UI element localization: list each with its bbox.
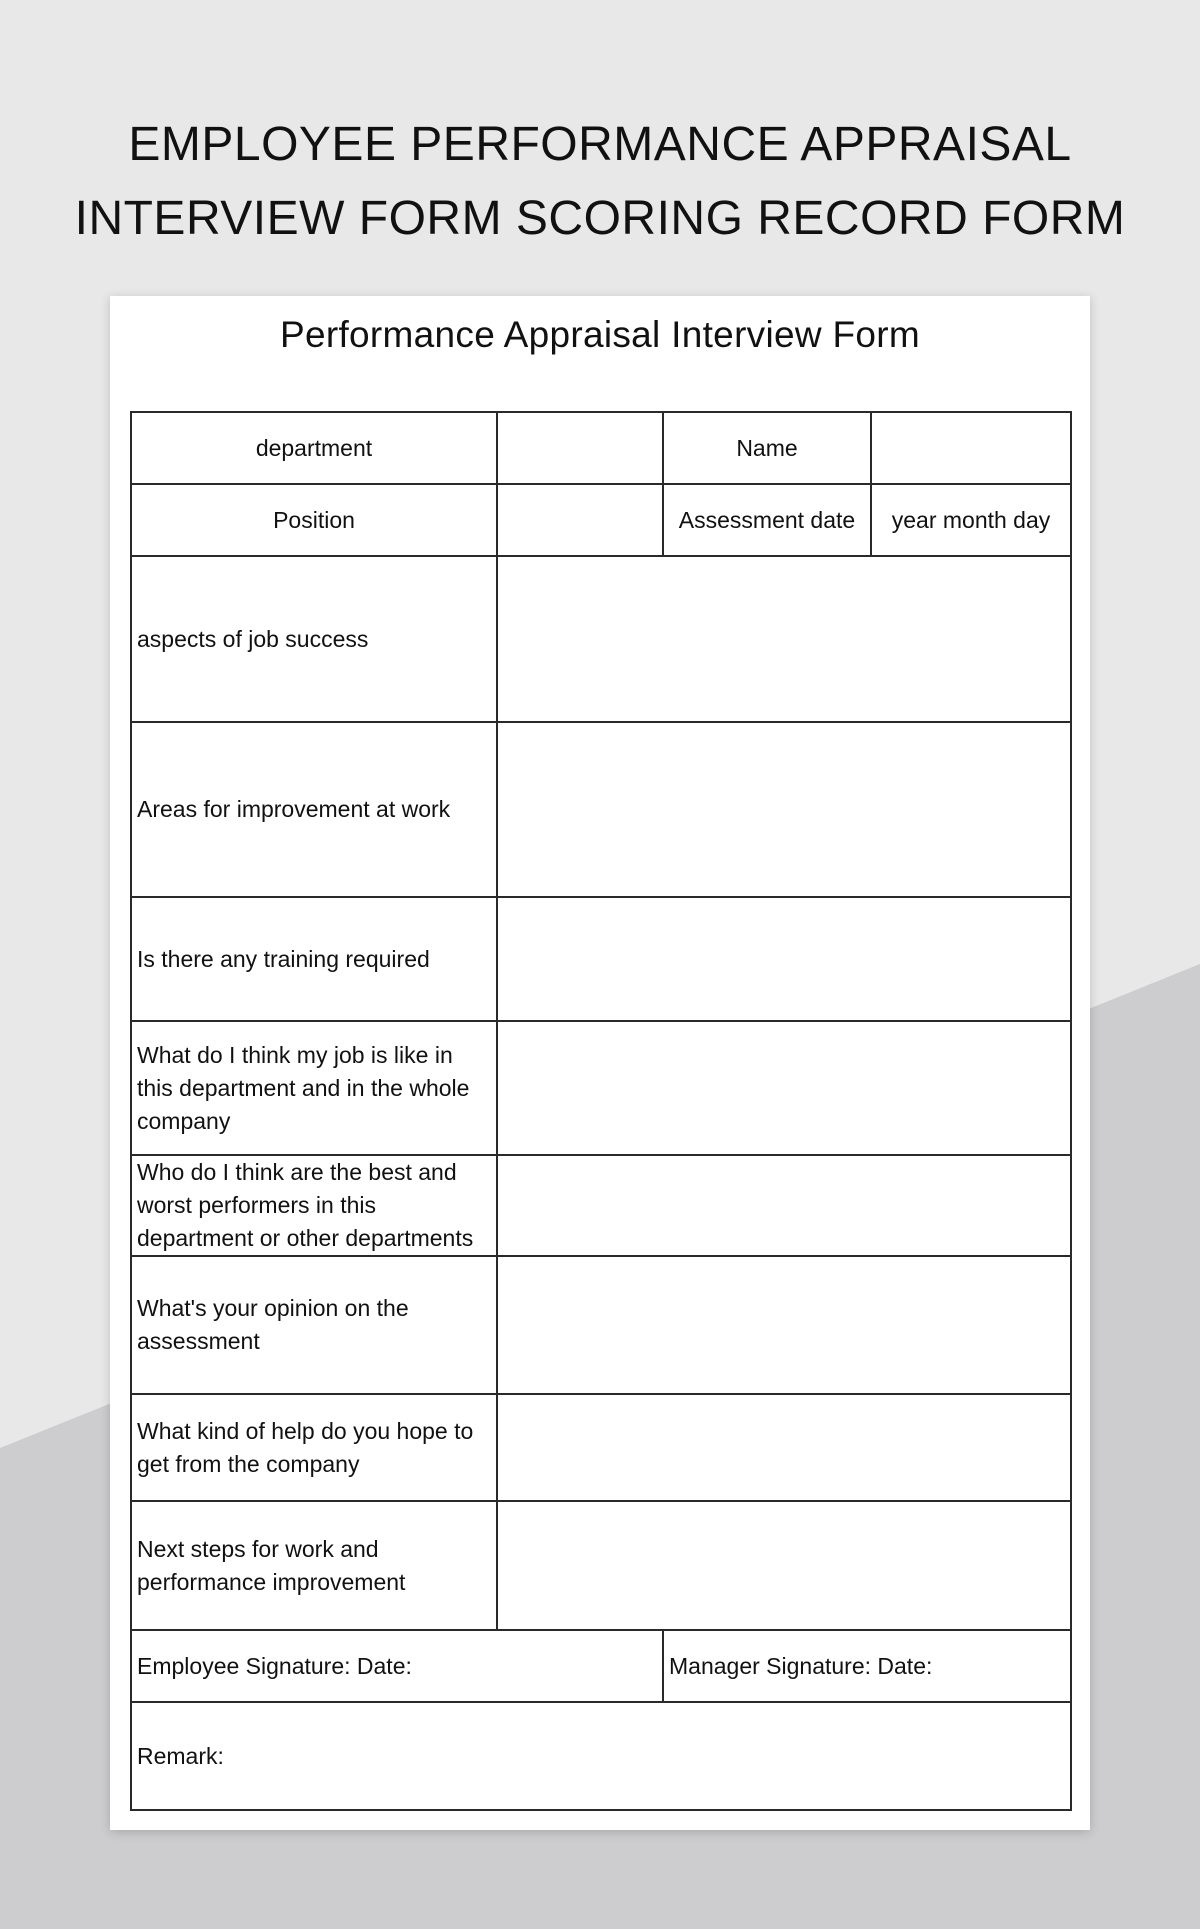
assessment-date-label: Assessment date (663, 484, 871, 556)
question-row (131, 722, 1071, 897)
position-field[interactable] (497, 484, 663, 556)
appraisal-table (130, 411, 1072, 1811)
form-title: Performance Appraisal Interview Form (279, 314, 921, 355)
name-field[interactable] (871, 412, 1071, 484)
header-row-2 (131, 484, 1071, 556)
manager-signature-field[interactable]: Manager Signature: Date: (663, 1630, 1071, 1702)
name-label: Name (663, 412, 871, 484)
page-title (0, 108, 1200, 256)
question-label: What's your opinion on the assessment (131, 1256, 497, 1394)
question-label: Areas for improvement at work (131, 722, 497, 897)
answer-field[interactable] (497, 1501, 1071, 1630)
question-label: What kind of help do you hope to get from the company (131, 1394, 497, 1501)
question-row (131, 897, 1071, 1021)
question-label: Is there any training required (131, 897, 497, 1021)
position-label: Position (131, 484, 497, 556)
question-row (131, 1501, 1071, 1630)
remark-row (131, 1702, 1071, 1810)
department-label: department (131, 412, 497, 484)
question-row (131, 556, 1071, 722)
answer-field[interactable] (497, 722, 1071, 897)
remark-field[interactable]: Remark: (131, 1702, 1071, 1810)
page-title-line-2: INTERVIEW FORM SCORING RECORD FORM (74, 192, 1126, 245)
answer-field[interactable] (497, 897, 1071, 1021)
question-label: Next steps for work and performance improvement (131, 1501, 497, 1630)
employee-signature-field[interactable]: Employee Signature: Date: (131, 1630, 663, 1702)
question-label: What do I think my job is like in this department and in the whole company (131, 1021, 497, 1155)
signature-row (131, 1630, 1071, 1702)
answer-field[interactable] (497, 1021, 1071, 1155)
question-row (131, 1256, 1071, 1394)
assessment-date-field[interactable]: year month day (871, 484, 1071, 556)
question-label: aspects of job success (131, 556, 497, 722)
answer-field[interactable] (497, 556, 1071, 722)
department-field[interactable] (497, 412, 663, 484)
answer-field[interactable] (497, 1394, 1071, 1501)
question-label: Who do I think are the best and worst performers in this department or other departments (131, 1155, 497, 1256)
question-row (131, 1021, 1071, 1155)
form-sheet (110, 296, 1090, 1830)
page-title-line-1: EMPLOYEE PERFORMANCE APPRAISAL (128, 118, 1072, 171)
answer-field[interactable] (497, 1256, 1071, 1394)
question-row (131, 1155, 1071, 1256)
header-row-1 (131, 412, 1071, 484)
answer-field[interactable] (497, 1155, 1071, 1256)
question-row (131, 1394, 1071, 1501)
